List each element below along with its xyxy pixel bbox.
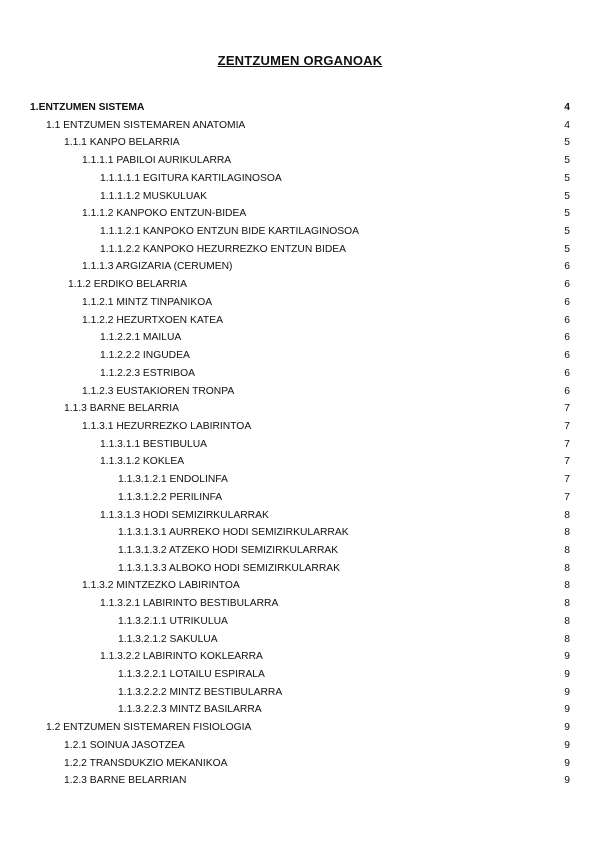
toc-entry-page-number: 9	[564, 651, 570, 663]
toc-entry-title: 1.1.2.2.3 ESTRIBOA	[100, 367, 196, 379]
toc-entry-title: 1.1.2.2.2 INGUDEA	[100, 350, 190, 362]
toc-entry[interactable]	[0, 365, 600, 383]
toc-entry[interactable]	[0, 152, 600, 170]
toc-entry-title: 1.ENTZUMEN SISTEMA	[30, 102, 145, 113]
toc-entry-title: 1.2.2 TRANSDUKZIO MEKANIKOA	[64, 757, 228, 769]
toc-entry-page-number: 9	[564, 775, 570, 787]
toc-entry[interactable]	[0, 507, 600, 525]
toc-entry-page-number: 6	[564, 367, 570, 379]
toc-entry[interactable]	[0, 772, 600, 790]
toc-entry[interactable]	[0, 329, 600, 347]
toc-entry[interactable]	[0, 347, 600, 365]
toc-entry[interactable]	[0, 666, 600, 684]
toc-entry-title: 1.2.3 BARNE BELARRIAN	[64, 775, 187, 787]
toc-entry-page-number: 7	[564, 420, 570, 432]
toc-entry-page-number: 6	[564, 350, 570, 362]
toc-entry-page-number: 5	[564, 243, 570, 255]
toc-entry-title: 1.1.1.2.1 KANPOKO ENTZUN BIDE KARTILAGINOSOA	[100, 226, 360, 238]
toc-entry[interactable]	[0, 701, 600, 719]
toc-entry-page-number: 5	[564, 208, 570, 220]
toc-entry-title: 1.1.3 BARNE BELARRIA	[64, 403, 180, 415]
toc-entry-page-number: 9	[564, 739, 570, 751]
toc-entry-title: 1.1.3.2.2.1 LOTAILU ESPIRALA	[118, 669, 265, 680]
toc-entry[interactable]	[0, 241, 600, 259]
toc-entry-title: 1.1.3.1.2.2 PERILINFA	[118, 491, 223, 503]
toc-entry[interactable]	[0, 312, 600, 330]
toc-entry-title: 1.1.1.1.2 MUSKULUAK	[100, 190, 208, 202]
toc-entry-page-number: 8	[564, 615, 570, 627]
toc-entry-page-number: 5	[564, 190, 570, 202]
toc-entry-page-number: 9	[564, 704, 570, 716]
toc-entry-title: 1.1.3.1.2.1 ENDOLINFA	[118, 474, 228, 486]
toc-entry-page-number: 6	[564, 332, 570, 344]
toc-entry-title: 1.1 ENTZUMEN SISTEMAREN ANATOMIA	[46, 119, 246, 131]
toc-entry-page-number: 8	[564, 527, 570, 539]
toc-entry-title: 1.1.3.1.3 HODI SEMIZIRKULARRAK	[100, 509, 269, 521]
toc-entry[interactable]	[0, 117, 600, 135]
toc-entry-page-number: 5	[564, 226, 570, 238]
toc-entry-title: 1.1.2.1 MINTZ TINPANIKOA	[82, 296, 213, 308]
toc-entry[interactable]	[0, 99, 600, 117]
toc-entry-page-number: 6	[564, 261, 570, 273]
toc-entry-title: 1.1.3.2.2.2 MINTZ BESTIBULARRA	[118, 686, 283, 698]
document-title: ZENTZUMEN ORGANOAK	[217, 53, 383, 68]
toc-entry[interactable]	[0, 755, 600, 773]
toc-entry-title: 1.1.3.1.2 KOKLEA	[100, 456, 185, 468]
toc-entry-page-number: 4	[564, 102, 570, 113]
toc-entry[interactable]	[0, 631, 600, 649]
toc-entry[interactable]	[0, 453, 600, 471]
toc-entry-title: 1.1.3.1.1 BESTIBULUA	[100, 438, 208, 450]
toc-entry-title: 1.1.1.1.1 EGITURA KARTILAGINOSOA	[100, 172, 282, 184]
toc-entry[interactable]	[0, 737, 600, 755]
toc-entry[interactable]	[0, 542, 600, 560]
toc-entry-page-number: 8	[564, 509, 570, 521]
toc-entry-title: 1.1.1.1 PABILOI AURIKULARRA	[82, 155, 232, 167]
toc-entry-title: 1.1.2.2 HEZURTXOEN KATEA	[82, 314, 223, 326]
toc-entry-title: 1.1.3.2.1 LABIRINTO BESTIBULARRA	[100, 598, 279, 610]
toc-entry[interactable]	[0, 258, 600, 276]
toc-entry[interactable]	[0, 648, 600, 666]
toc-entry-page-number: 8	[564, 598, 570, 610]
toc-entry-page-number: 7	[564, 474, 570, 486]
toc-entry-title: 1.1.3.1 HEZURREZKO LABIRINTOA	[82, 420, 252, 432]
toc-entry-title: 1.1.2 ERDIKO BELARRIA	[68, 279, 188, 291]
toc-entry-page-number: 7	[564, 438, 570, 450]
toc-entry[interactable]	[0, 418, 600, 436]
toc-entry[interactable]	[0, 560, 600, 578]
toc-entry[interactable]	[0, 400, 600, 418]
toc-entry-page-number: 5	[564, 137, 570, 149]
toc-entry-title: 1.1.3.2 MINTZEZKO LABIRINTOA	[82, 580, 240, 592]
toc-entry[interactable]	[0, 383, 600, 401]
toc-entry[interactable]	[0, 524, 600, 542]
toc-entry[interactable]	[0, 170, 600, 188]
toc-entry-page-number: 8	[564, 544, 570, 556]
toc-entry-page-number: 6	[564, 296, 570, 308]
toc-entry-page-number: 8	[564, 580, 570, 592]
toc-entry-page-number: 9	[564, 757, 570, 769]
toc-entry[interactable]	[0, 205, 600, 223]
toc-entry-page-number: 7	[564, 491, 570, 503]
toc-entry[interactable]	[0, 595, 600, 613]
toc-entry-page-number: 6	[564, 385, 570, 397]
toc-entry-page-number: 7	[564, 456, 570, 468]
toc-entry-title: 1.1.3.2.2 LABIRINTO KOKLEARRA	[100, 651, 263, 663]
toc-entry[interactable]	[0, 577, 600, 595]
toc-entry[interactable]	[0, 188, 600, 206]
toc-entry-page-number: 4	[564, 119, 570, 131]
toc-entry[interactable]	[0, 436, 600, 454]
toc-entry-page-number: 6	[564, 314, 570, 326]
toc-entry-title: 1.1.1.3 ARGIZARIA (CERUMEN)	[82, 261, 233, 273]
toc-entry-title: 1.2 ENTZUMEN SISTEMAREN FISIOLOGIA	[46, 722, 252, 734]
toc-entry-title: 1.1.2.2.1 MAILUA	[100, 332, 182, 344]
toc-entry[interactable]	[0, 276, 600, 294]
toc-entry-title: 1.2.1 SOINUA JASOTZEA	[64, 739, 185, 751]
toc-entry-title: 1.1.3.1.3.3 ALBOKO HODI SEMIZIRKULARRAK	[118, 562, 341, 574]
toc-entry-title: 1.1.3.1.3.2 ATZEKO HODI SEMIZIRKULARRAK	[118, 544, 339, 556]
toc-entry[interactable]	[0, 471, 600, 489]
toc-entry-page-number: 7	[564, 403, 570, 415]
toc-entry[interactable]	[0, 294, 600, 312]
toc-entry-page-number: 8	[564, 562, 570, 574]
toc-entry[interactable]	[0, 613, 600, 631]
toc-entry-title: 1.1.1.2.2 KANPOKO HEZURREZKO ENTZUN BIDEA	[100, 243, 347, 255]
toc-entry-page-number: 9	[564, 669, 570, 680]
toc-entry-page-number: 6	[564, 279, 570, 291]
toc-entry-page-number: 8	[564, 633, 570, 645]
toc-entry-title: 1.1.3.2.1.1 UTRIKULUA	[118, 615, 228, 627]
table-of-contents	[0, 99, 600, 790]
toc-entry-title: 1.1.3.1.3.1 AURREKO HODI SEMIZIRKULARRAK	[118, 527, 349, 539]
toc-entry[interactable]	[0, 134, 600, 152]
toc-entry[interactable]	[0, 223, 600, 241]
toc-entry-title: 1.1.1 KANPO BELARRIA	[64, 137, 180, 149]
toc-entry-title: 1.1.2.3 EUSTAKIOREN TRONPA	[82, 385, 235, 397]
toc-entry-title: 1.1.3.2.2.3 MINTZ BASILARRA	[118, 704, 262, 716]
toc-entry-page-number: 9	[564, 686, 570, 698]
toc-entry[interactable]	[0, 719, 600, 737]
toc-entry-page-number: 9	[564, 722, 570, 734]
toc-entry-page-number: 5	[564, 155, 570, 167]
toc-entry-title: 1.1.3.2.1.2 SAKULUA	[118, 633, 218, 645]
toc-entry[interactable]	[0, 684, 600, 702]
toc-entry[interactable]	[0, 489, 600, 507]
toc-entry-page-number: 5	[564, 172, 570, 184]
toc-entry-title: 1.1.1.2 KANPOKO ENTZUN-BIDEA	[82, 208, 247, 220]
